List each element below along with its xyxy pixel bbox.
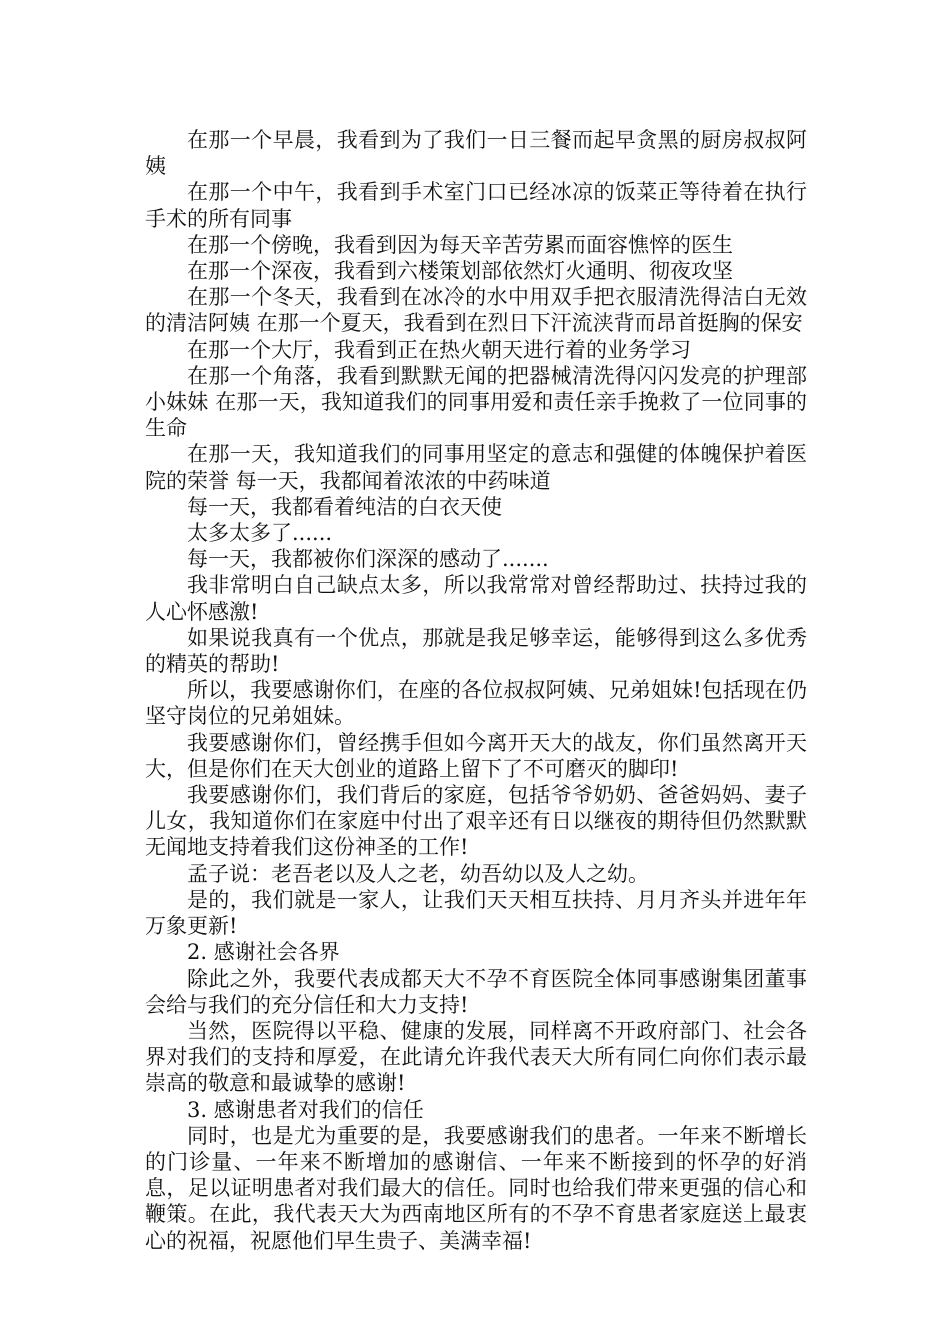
paragraph: 在那一个冬天，我看到在冰冷的水中用双手把衣服清洗得洁白无效的清洁阿姨 在那一个夏天，我看到在烈日下汗流浃背而昂首挺胸的保安: [145, 285, 807, 336]
paragraph: 在那一个大厅，我看到正在热火朝天进行着的业务学习: [187, 337, 691, 362]
paragraph: 在那一个深夜，我看到六楼策划部依然灯火通明、彻夜攻坚: [187, 259, 733, 284]
paragraph: 我要感谢你们，曾经携手但如今离开天大的战友，你们虽然离开天大，但是你们在天大创业的道路上留下了不可磨灭的脚印!: [145, 730, 807, 781]
paragraph: 太多太多了......: [187, 521, 333, 546]
paragraph: 同时，也是尤为重要的是，我要感谢我们的患者。一年来不断增长的门诊量、一年来不断增加的感谢信、一年来不断接到的怀孕的好消息，足以证明患者对我们最大的信任。同时也给我们带来更强的信心和鞭策。在此，我代表天大为西南地区所有的不孕不育患者家庭送上最衷心的祝福，祝愿他们早生贵子、美满幸福!: [145, 1123, 807, 1253]
section-heading: 3. 感谢患者对我们的信任: [187, 1097, 424, 1122]
paragraph: 在那一个傍晚，我看到因为每天辛苦劳累而面容憔悴的医生: [187, 232, 733, 257]
paragraph: 每一天，我都看着纯洁的白衣天使: [187, 494, 502, 519]
section-heading: 2. 感谢社会各界: [187, 940, 340, 965]
paragraph: 是的，我们就是一家人，让我们天天相互扶持、月月齐头并进年年万象更新!: [145, 887, 807, 939]
paragraph: 我要感谢你们，我们背后的家庭，包括爷爷奶奶、爸爸妈妈、妻子儿女，我知道你们在家庭中付出了艰辛还有日以继夜的期待但仍然默默无闻地支持着我们这份神圣的工作!: [145, 783, 807, 860]
paragraph: 我非常明白自己缺点太多，所以我常常对曾经帮助过、扶持过我的人心怀感激!: [145, 573, 807, 624]
paragraph: 除此之外，我要代表成都天大不孕不育医院全体同事感谢集团董事会给与我们的充分信任和大力支持!: [145, 966, 807, 1017]
paragraph: 如果说我真有一个优点，那就是我足够幸运，能够得到这么多优秀的精英的帮助!: [145, 625, 807, 677]
paragraph: 在那一个中午，我看到手术室门口已经冰凉的饭菜正等待着在执行手术的所有同事: [145, 180, 807, 231]
paragraph: 当然，医院得以平稳、健康的发展，同样离不开政府部门、社会各界对我们的支持和厚爱，在此请允许我代表天大所有同仁向你们表示最崇高的敬意和最诚挚的感谢!: [145, 1018, 807, 1096]
paragraph: 在那一个早晨，我看到为了我们一日三餐而起早贪黑的厨房叔叔阿姨: [145, 128, 807, 179]
paragraph: 在那一天，我知道我们的同事用坚定的意志和强健的体魄保护着医院的荣誉 每一天，我都闻着浓浓的中药味道: [145, 442, 807, 493]
document-body: [145, 127, 807, 1254]
paragraph: 每一天，我都被你们深深的感动了.......: [187, 547, 549, 572]
paragraph: 在那一个角落，我看到默默无闻的把器械清洗得闪闪发亮的护理部小妹妹 在那一天，我知道我们的同事用爱和责任亲手挽救了一位同事的生命: [145, 363, 807, 441]
paragraph: 所以，我要感谢你们，在座的各位叔叔阿姨、兄弟姐妹!包括现在仍坚守岗位的兄弟姐妹。: [145, 678, 807, 729]
paragraph: 孟子说：老吾老以及人之老，幼吾幼以及人之幼。: [187, 861, 649, 886]
